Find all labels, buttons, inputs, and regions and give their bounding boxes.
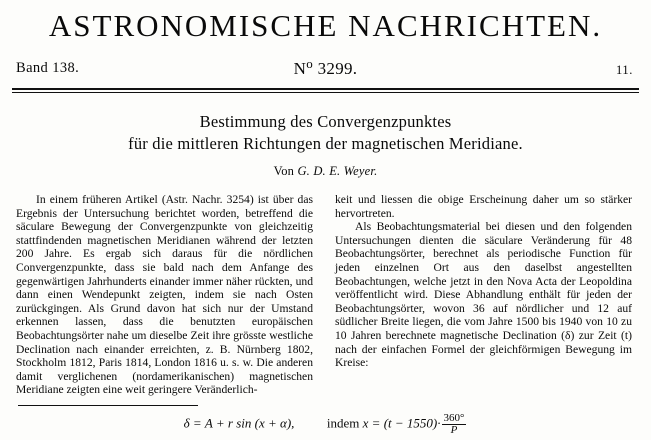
formula-right-prefix: indem (326, 415, 363, 431)
formula-fraction-denominator: P (450, 424, 458, 437)
volume-label: Band 138. (16, 60, 80, 76)
formula-fraction-numerator: 360° (443, 411, 465, 424)
column-right (335, 193, 632, 397)
formula-separator-rule (18, 405, 198, 406)
article-title-block (0, 111, 651, 179)
byline-author: G. D. E. Weyer. (297, 164, 378, 178)
header-rule-thin (12, 92, 639, 93)
issue-number-value: 3299. (317, 58, 358, 78)
paragraph-right-2: Als Beobachtungsmaterial bei diesen und den folgenden Untersuchungen dienten die säculare Veränderung für 48 Beobachtungsörter, berechnet als periodische Function für jeden einzelnen Ort aus den daselbst angestellten Beobachtungen, welche jetzt in den Nova Acta der Leopoldina veröffentlicht wird. Diese Abhandlung enthält für jeden der Beobachtungsörter, wovon 36 auf nördlicher und 12 auf südlicher Breite liegen, die vom Jahre 1500 bis 1940 von 10 zu 10 Jahren berechnete magnetische Declination (δ) zur Zeit (t) nach der einfachen Formel der gleichförmigen Bewegung im Kreise: (335, 220, 632, 370)
article-title-line-2: für die mittleren Richtungen der magnetischen Meridiane. (128, 134, 523, 153)
issue-line (0, 56, 651, 82)
column-left (16, 193, 313, 397)
issue-right-mark: 11. (616, 63, 633, 77)
article-title-line-1: Bestimmung des Convergenzpunktes (199, 112, 452, 131)
header-rule-thick (12, 88, 639, 90)
issue-number-superscript: o (306, 56, 314, 71)
formula-right-expression: x = (t − 1550)· (362, 415, 441, 431)
byline-prefix: Von (273, 164, 298, 178)
masthead-title: ASTRONOMISCHE NACHRICHTEN. (48, 8, 603, 43)
body-columns (0, 193, 651, 397)
issue-number-prefix: N (293, 58, 307, 78)
paragraph-left-1: In einem früheren Artikel (Astr. Nachr. 3254) ist über das Ergebnis der Untersuchung berichtet worden, betreffend die säculare Bewegung der Convergenzpunkte von gleichzeitig stattfindenden magnetischen Meridianen während der letzten 200 Jahre. Es ergab sich daraus für die nördlichen Convergenzpunkte, dass sie bald nach dem Anfange des gegenwärtigen Jahrhunderts einander immer näher rückten, und dann einen Wendepunkt zeigten, indem sie nach Osten zurückgingen. Als Grund davon hat sich nur der Umstand erkennen lassen, dass die benutzten europäischen Beobachtungsörter nahe um dieselbe Zeit ihre grösste westliche Declination nach einander erreichten, z. B. Nürnberg 1802, Stockholm 1812, Paris 1814, London 1816 u. s. w. Die anderen damit verglichenen (nordamerikanischen) magnetischen Meridiane zeigten eine weit geringere Veränderlich- (16, 193, 313, 397)
article-byline (0, 164, 651, 179)
formula-line (0, 413, 651, 437)
formula-left-expression: δ = A + r sin (x + α), (183, 415, 295, 431)
formula-fraction (442, 413, 467, 437)
issue-number (0, 56, 651, 79)
paragraph-right-1: keit und liessen die obige Erscheinung daher um so stärker hervortreten. (335, 193, 632, 220)
